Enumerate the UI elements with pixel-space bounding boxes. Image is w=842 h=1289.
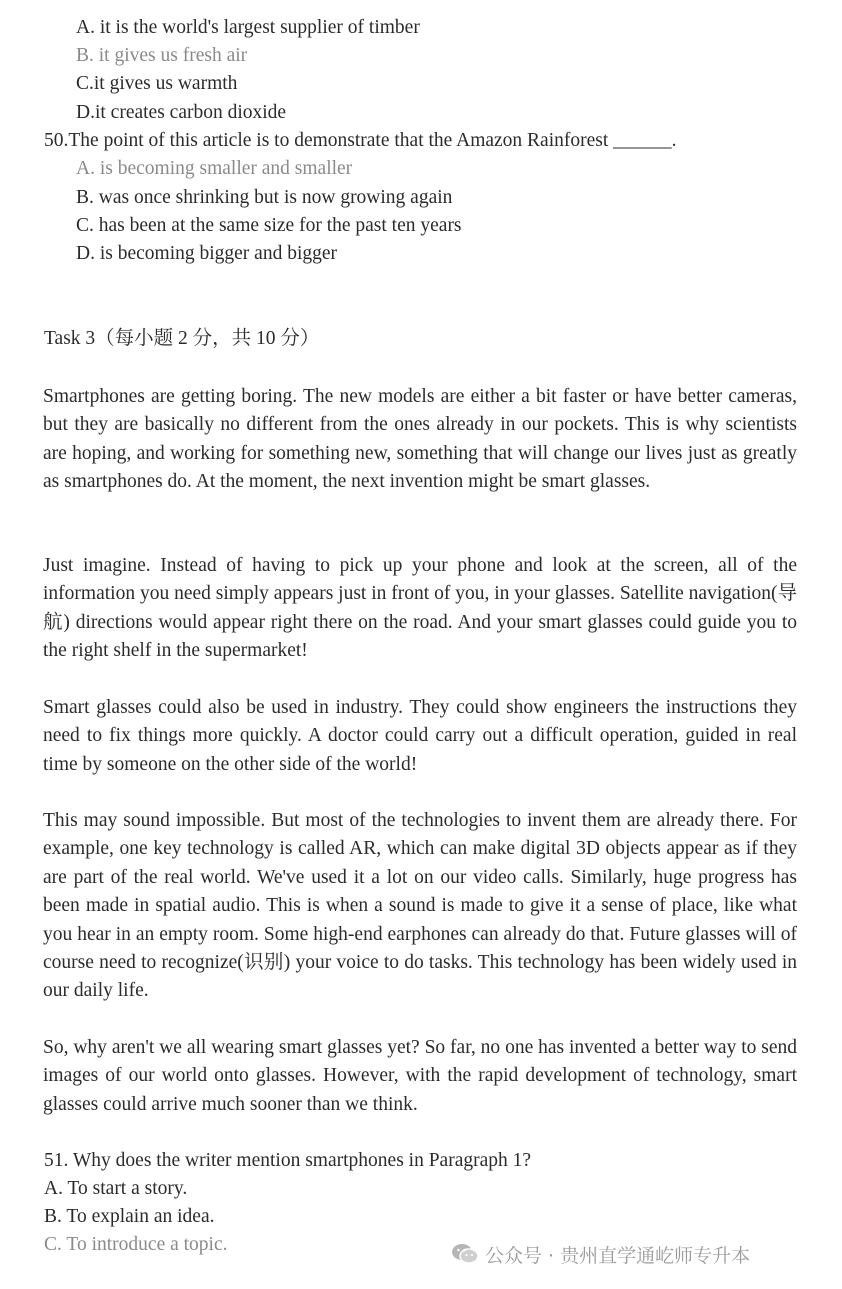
task3-heading: Task 3（每小题 2 分，共 10 分） [44, 328, 320, 349]
q49-option-c: C.it gives us warmth [76, 73, 238, 94]
passage-paragraph-4: This may sound impossible. But most of the technologies to invent them are already there. For example, one key technology is called AR, which can make digital 3D objects appear as if they are part of the real world. We've used it a lot on our video calls. Similarly, huge progress has been made in spatial audio. This is when a sound is made to give it a sense of place, like what you hear in an empty room. Some high-end earphones can already do that. Future glasses will of course need to recognize(识别) your voice to do tasks. This technology has been widely used in our daily life. [43, 810, 797, 1002]
watermark-text: 公众号 · 贵州直学通屹师专升本 [485, 1244, 751, 1267]
passage-paragraph-1: Smartphones are getting boring. The new models are either a bit faster or have better cameras, but they are basically no different from the ones already in our pockets. This is why scientists are hoping, and working for something new, something that will change our lives just as greatly as smartphones do. At the moment, the next invention might be smart glasses. [43, 386, 797, 493]
q50-option-c: C. has been at the same size for the past ten years [76, 215, 462, 236]
q51-question: 51. Why does the writer mention smartphones in Paragraph 1? [44, 1150, 532, 1171]
q50-question: 50.The point of this article is to demonstrate that the Amazon Rainforest ______. [44, 130, 677, 151]
wechat-watermark [451, 1238, 750, 1270]
q51-option-b: B. To explain an idea. [44, 1206, 215, 1227]
q50-option-d: D. is becoming bigger and bigger [76, 243, 338, 264]
wechat-icon [451, 1242, 479, 1266]
q49-option-d: D.it creates carbon dioxide [76, 102, 287, 123]
q51-option-a: A. To start a story. [44, 1178, 188, 1199]
passage-paragraph-3: Smart glasses could also be used in industry. They could show engineers the instructions they need to fix things more quickly. A doctor could carry out a difficult operation, guided in real time by someone on the other side of the world! [43, 697, 797, 775]
q49-option-b: B. it gives us fresh air [76, 45, 248, 66]
q50-option-a: A. is becoming smaller and smaller [76, 158, 353, 179]
q50-option-b: B. was once shrinking but is now growing again [76, 187, 453, 208]
q51-option-c: C. To introduce a topic. [44, 1234, 228, 1255]
passage-paragraph-5: So, why aren't we all wearing smart glasses yet? So far, no one has invented a better way to send images of our world onto glasses. However, with the rapid development of technology, smart glasses could arrive much sooner than we think. [43, 1037, 797, 1115]
q49-option-a: A. it is the world's largest supplier of timber [76, 17, 420, 38]
passage-paragraph-2: Just imagine. Instead of having to pick up your phone and look at the screen, all of the information you need simply appears just in front of you, in your glasses. Satellite navigation(导航) directions would appear right there on the road. And your smart glasses could guide you to the right shelf in the supermarket! [43, 555, 797, 662]
